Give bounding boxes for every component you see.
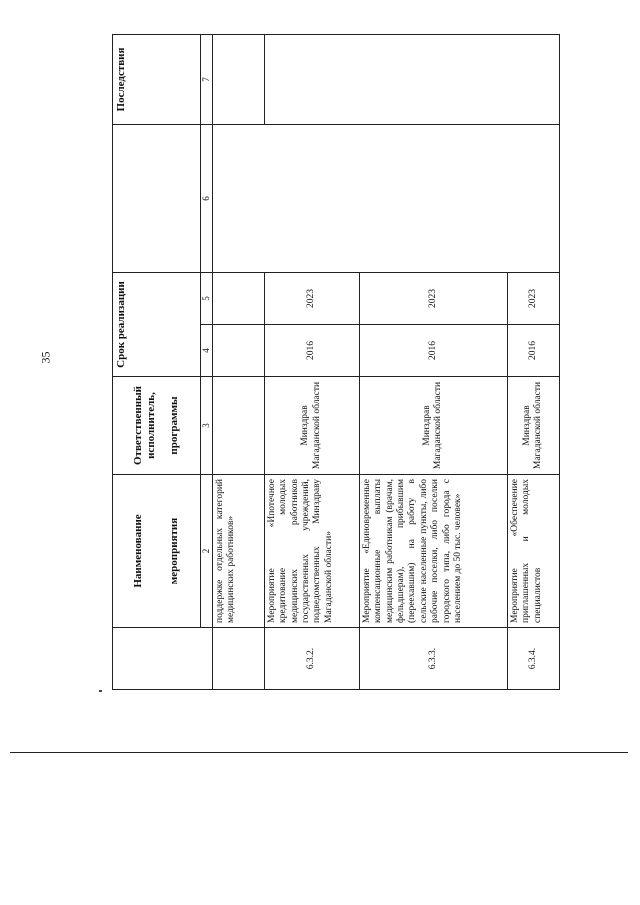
header-executor-line1: Ответственный: [131, 385, 144, 466]
column-number-3: 3: [201, 377, 213, 475]
row-consequences: [264, 34, 559, 124]
header-blank: [113, 124, 201, 272]
header-name: [113, 475, 201, 628]
column-number-row: [201, 34, 213, 689]
page-number: 35: [38, 351, 53, 364]
row-number: 6.3.3.: [359, 628, 507, 690]
row-end: [212, 272, 264, 324]
program-table-rotated: [112, 35, 557, 690]
row-number: 6.3.2.: [264, 628, 359, 690]
row-end: 2023: [359, 272, 507, 324]
table-row: [212, 34, 264, 689]
header-consequences-label: Последствия: [115, 47, 127, 112]
row-start: 2016: [359, 325, 507, 377]
header-name-gap: [146, 479, 168, 623]
row-number: 6.3.4.: [507, 628, 559, 690]
row-executor: Минздрав Магаданской области: [507, 377, 559, 475]
row-end: 2023: [264, 272, 359, 324]
row-name: поддержке отдельных категорий медицинских работников»: [212, 475, 264, 628]
row-start: [212, 325, 264, 377]
row-start: 2016: [264, 325, 359, 377]
row-executor: [212, 377, 264, 475]
header-name-line2: мероприятия: [167, 517, 180, 585]
column-number-4: 4: [201, 325, 213, 377]
row-blank-col6: [212, 124, 559, 272]
column-number-6: 6: [201, 124, 213, 272]
header-period: [113, 272, 201, 376]
header-number: [113, 628, 213, 690]
header-name-line1: Наименование: [132, 514, 145, 588]
row-name: Мероприятие «Ипотечное кредитование молодых медицинских работников государственных учреждений, подведомственных Минздраву Магаданской области»: [264, 475, 359, 628]
header-consequences: [113, 34, 201, 124]
row-name: Мероприятие «Обеспечение приглашенных и молодых специалистов: [507, 475, 559, 628]
page-bottom-rule: [10, 752, 628, 753]
row-executor: Минздрав Магаданской области: [359, 377, 507, 475]
header-executor-gap: [158, 381, 168, 470]
program-table: [112, 34, 560, 690]
header-period-label: Срок реализации: [115, 281, 127, 368]
header-row: [113, 34, 201, 689]
row-start: 2016: [507, 325, 559, 377]
column-number-7: 7: [201, 34, 213, 124]
row-number: [212, 628, 264, 690]
row-executor: Минздрав Магаданской области: [264, 377, 359, 475]
row-name: Мероприятие «Единовременные компенсационные выплаты медицинским работникам (врачам, фельдшерам), прибывшим (переехавшим) на работу в сельские населенные пункты, либо рабочие поселки, либо поселки городского типа, либо города с населением до 50 тыс. человек»: [359, 475, 507, 628]
scan-speck: [99, 690, 102, 692]
header-executor-line2: исполнитель,: [144, 392, 157, 459]
header-executor-line3: программы: [168, 396, 181, 455]
row-end: 2023: [507, 272, 559, 324]
header-executor: [113, 377, 201, 475]
column-number-5: 5: [201, 272, 213, 324]
row-consequences: [212, 34, 264, 124]
column-number-2: 2: [201, 475, 213, 628]
